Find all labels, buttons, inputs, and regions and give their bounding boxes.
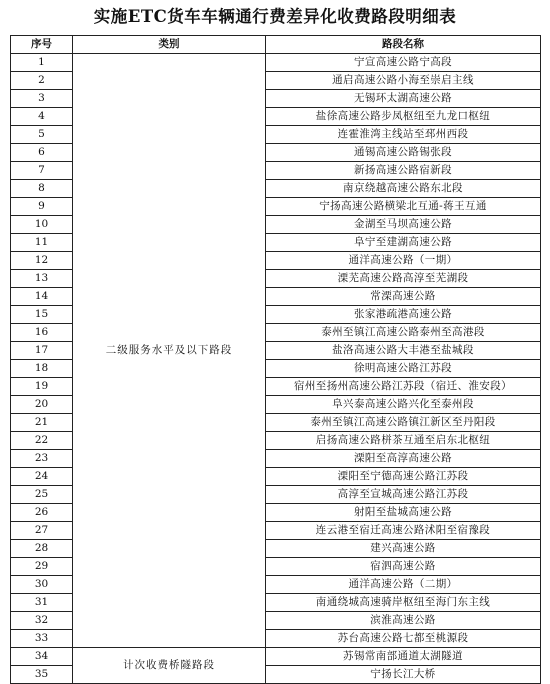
segment-name: 徐明高速公路江苏段 (266, 360, 541, 378)
segment-name: 连霍淮湾主线站至邳州西段 (266, 126, 541, 144)
row-number: 6 (11, 144, 73, 162)
segment-name: 建兴高速公路 (266, 540, 541, 558)
header-no: 序号 (11, 36, 73, 54)
row-number: 19 (11, 378, 73, 396)
row-number: 25 (11, 486, 73, 504)
segment-name: 启扬高速公路栟茶互通至启东北枢纽 (266, 432, 541, 450)
row-number: 11 (11, 234, 73, 252)
row-number: 18 (11, 360, 73, 378)
segment-name: 宿泗高速公路 (266, 558, 541, 576)
segment-name: 通锡高速公路锡张段 (266, 144, 541, 162)
row-number: 22 (11, 432, 73, 450)
row-number: 9 (11, 198, 73, 216)
segment-name: 南京绕越高速公路东北段 (266, 180, 541, 198)
row-number: 24 (11, 468, 73, 486)
row-number: 7 (11, 162, 73, 180)
row-number: 32 (11, 612, 73, 630)
row-number: 1 (11, 54, 73, 72)
segment-name: 无锡环太湖高速公路 (266, 90, 541, 108)
segment-name: 射阳至盐城高速公路 (266, 504, 541, 522)
row-number: 4 (11, 108, 73, 126)
table-body (11, 54, 541, 684)
segment-name: 溧阳至宁德高速公路江苏段 (266, 468, 541, 486)
row-number: 8 (11, 180, 73, 198)
page-title: 实施ETC货车车辆通行费差异化收费路段明细表 (93, 7, 457, 26)
row-number: 5 (11, 126, 73, 144)
segment-name: 滨淮高速公路 (266, 612, 541, 630)
row-number: 21 (11, 414, 73, 432)
segment-name: 苏台高速公路七都至桃源段 (266, 630, 541, 648)
segment-name: 宁扬高速公路横梁北互通-蒋王互通 (266, 198, 541, 216)
segment-name: 宁宣高速公路宁高段 (266, 54, 541, 72)
header-category: 类别 (73, 36, 266, 54)
row-number: 27 (11, 522, 73, 540)
row-number: 10 (11, 216, 73, 234)
segment-name: 通洋高速公路（一期） (266, 252, 541, 270)
row-number: 31 (11, 594, 73, 612)
segment-name: 阜兴泰高速公路兴化至泰州段 (266, 396, 541, 414)
segment-name: 宁扬长江大桥 (266, 666, 541, 684)
row-number: 20 (11, 396, 73, 414)
segment-name: 常溧高速公路 (266, 288, 541, 306)
row-number: 17 (11, 342, 73, 360)
category-cell: 计次收费桥隧路段 (73, 648, 266, 684)
row-number: 3 (11, 90, 73, 108)
table-header-row (11, 36, 541, 54)
row-number: 29 (11, 558, 73, 576)
table-row (11, 648, 541, 666)
row-number: 23 (11, 450, 73, 468)
segment-name: 张家港疏港高速公路 (266, 306, 541, 324)
row-number: 14 (11, 288, 73, 306)
road-segment-table (10, 35, 541, 684)
row-number: 12 (11, 252, 73, 270)
segment-name: 通洋高速公路（二期） (266, 576, 541, 594)
row-number: 35 (11, 666, 73, 684)
segment-name: 泰州至镇江高速公路镇江新区至丹阳段 (266, 414, 541, 432)
table-row (11, 54, 541, 72)
row-number: 15 (11, 306, 73, 324)
segment-name: 盐徐高速公路步凤枢纽至九龙口枢纽 (266, 108, 541, 126)
segment-name: 盐洛高速公路大丰港至盐城段 (266, 342, 541, 360)
segment-name: 泰州至镇江高速公路泰州至高港段 (266, 324, 541, 342)
segment-name: 宿州至扬州高速公路江苏段（宿迁、淮安段） (266, 378, 541, 396)
segment-name: 金湖至马坝高速公路 (266, 216, 541, 234)
segment-name: 阜宁至建湖高速公路 (266, 234, 541, 252)
row-number: 28 (11, 540, 73, 558)
category-cell: 二级服务水平及以下路段 (73, 54, 266, 648)
segment-name: 溧芜高速公路高淳至芜湖段 (266, 270, 541, 288)
row-number: 26 (11, 504, 73, 522)
row-number: 30 (11, 576, 73, 594)
row-number: 34 (11, 648, 73, 666)
row-number: 33 (11, 630, 73, 648)
segment-name: 新扬高速公路宿新段 (266, 162, 541, 180)
segment-name: 连云港至宿迁高速公路沭阳至宿豫段 (266, 522, 541, 540)
header-name: 路段名称 (266, 36, 541, 54)
segment-name: 高淳至宣城高速公路江苏段 (266, 486, 541, 504)
row-number: 13 (11, 270, 73, 288)
row-number: 16 (11, 324, 73, 342)
segment-name: 南通绕城高速骑岸枢纽至海门东主线 (266, 594, 541, 612)
segment-name: 通启高速公路小海至崇启主线 (266, 72, 541, 90)
row-number: 2 (11, 72, 73, 90)
segment-name: 苏锡常南部通道太湖隧道 (266, 648, 541, 666)
segment-name: 溧阳至高淳高速公路 (266, 450, 541, 468)
